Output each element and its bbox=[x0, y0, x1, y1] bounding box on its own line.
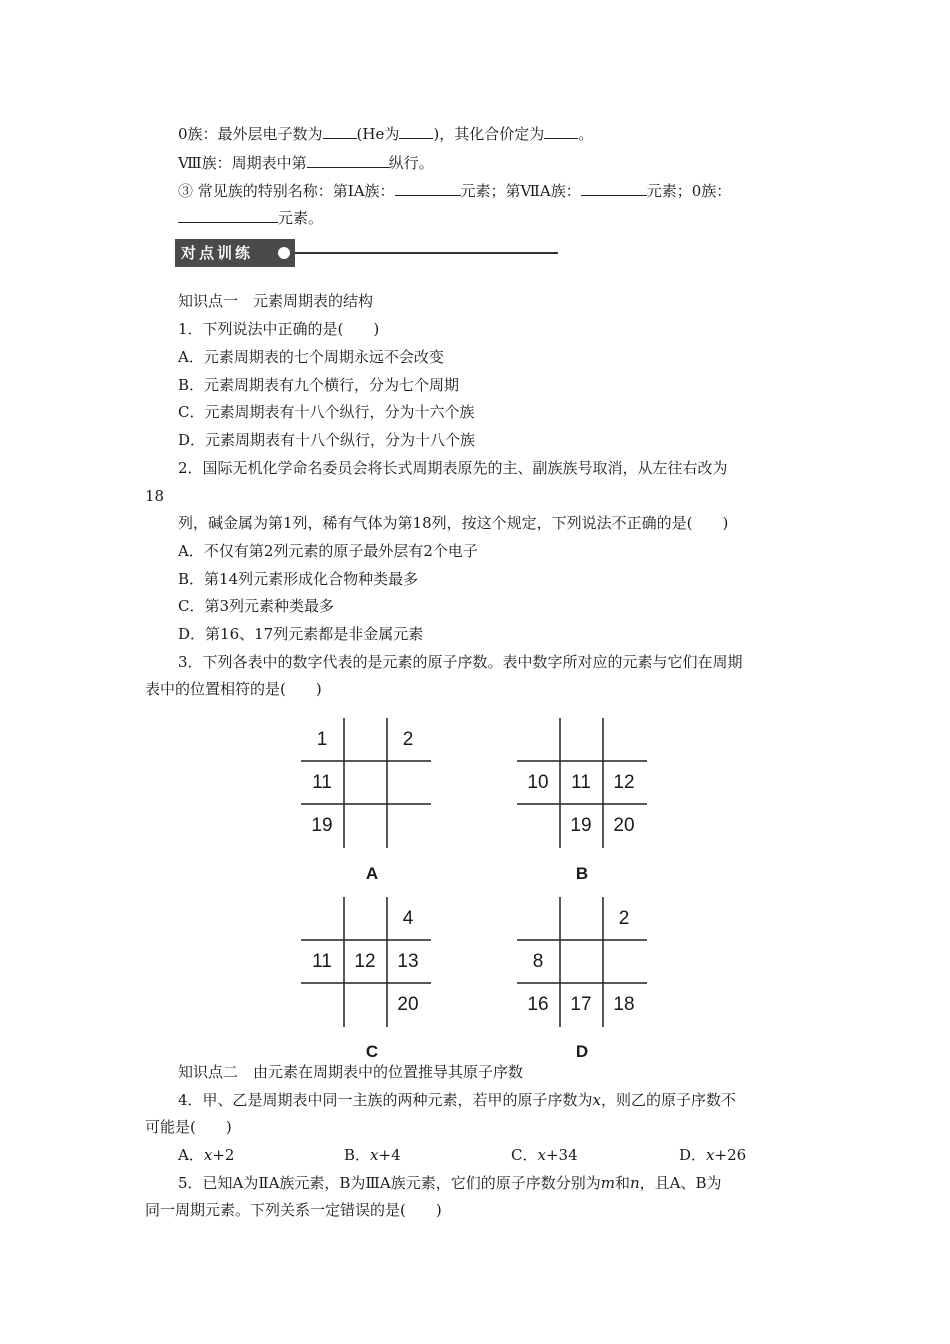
option-letter: A． bbox=[178, 1146, 204, 1164]
grid-cell: 11 bbox=[312, 951, 332, 972]
grid-cell: 12 bbox=[354, 951, 376, 972]
blank bbox=[323, 124, 357, 139]
intro-line-cont bbox=[178, 208, 323, 228]
intro-text: 元素；0族： bbox=[646, 182, 732, 200]
question-stem: 18 bbox=[145, 487, 165, 505]
question-stem bbox=[178, 1173, 722, 1193]
intro-text: ③ 常见族的特别名称：第ⅠA族： bbox=[178, 182, 395, 200]
stem-text: 5．已知A为ⅡA族元素，B为ⅢA族元素，它们的原子序数分别为 bbox=[178, 1174, 601, 1192]
intro-line-special-names bbox=[178, 181, 731, 201]
intro-text: Ⅷ族：周期表中第 bbox=[178, 154, 307, 172]
grid-cell: 12 bbox=[613, 772, 635, 793]
grid-label: B bbox=[575, 864, 589, 883]
grid-cell: 19 bbox=[570, 815, 592, 836]
grid-cell: 19 bbox=[311, 815, 333, 836]
periodic-grid-d bbox=[517, 897, 647, 1027]
grid-cell: 10 bbox=[527, 772, 549, 793]
grid-cell: 11 bbox=[312, 772, 332, 793]
blank bbox=[307, 153, 389, 168]
banner-dot-icon bbox=[278, 247, 290, 259]
option: A．元素周期表的七个周期永远不会改变 bbox=[178, 348, 444, 366]
banner-rule bbox=[295, 252, 558, 254]
option bbox=[511, 1145, 578, 1165]
grid-cell: 2 bbox=[618, 908, 630, 929]
blank bbox=[581, 181, 647, 196]
option: C．元素周期表有十八个纵行，分为十六个族 bbox=[178, 403, 475, 421]
section-banner bbox=[175, 239, 558, 267]
blank bbox=[399, 124, 433, 139]
periodic-grid-c bbox=[301, 897, 431, 1027]
option: A．不仅有第2列元素的原子最外层有2个电子 bbox=[178, 542, 478, 560]
intro-text: 0族：最外层电子数为 bbox=[178, 125, 323, 143]
grid-cell: 8 bbox=[532, 951, 544, 972]
grid-cell: 17 bbox=[570, 994, 592, 1015]
periodic-grid-b bbox=[517, 718, 647, 848]
variable-m: m bbox=[600, 1174, 615, 1192]
intro-text: )，其化合价定为 bbox=[433, 125, 545, 143]
intro-text: 。 bbox=[578, 125, 594, 143]
intro-text: 元素；第ⅦA族： bbox=[460, 182, 581, 200]
question-stem: 可能是( ) bbox=[145, 1118, 232, 1136]
option-letter: D． bbox=[679, 1146, 707, 1164]
variable-n: n bbox=[629, 1174, 640, 1192]
blank bbox=[544, 124, 578, 139]
intro-line-group0 bbox=[178, 124, 593, 144]
grid-label: C bbox=[365, 1042, 379, 1061]
intro-text: 元素。 bbox=[278, 209, 324, 227]
stem-text: 4．甲、乙是周期表中同一主族的两种元素，若甲的原子序数为 bbox=[178, 1091, 593, 1109]
question-stem: 列，碱金属为第1列，稀有气体为第18列，按这个规定，下列说法不正确的是( ) bbox=[178, 514, 729, 532]
banner-title: 对点训练 bbox=[181, 244, 254, 262]
grid-cell: 1 bbox=[316, 729, 328, 750]
variable-x: x bbox=[706, 1146, 715, 1164]
intro-text: 纵行。 bbox=[388, 154, 434, 172]
variable-x: x bbox=[370, 1146, 379, 1164]
option-expr: +2 bbox=[212, 1146, 235, 1164]
option: D．元素周期表有十八个纵行，分为十八个族 bbox=[178, 431, 476, 449]
grid-cell: 18 bbox=[613, 994, 635, 1015]
grid-cell: 4 bbox=[402, 908, 414, 929]
option bbox=[178, 1145, 234, 1165]
stem-text: ，则乙的原子序数不 bbox=[601, 1091, 737, 1109]
question-stem bbox=[178, 1090, 736, 1110]
grid-cell: 16 bbox=[527, 994, 549, 1015]
section-title: 知识点二 由元素在周期表中的位置推导其原子序数 bbox=[178, 1063, 524, 1081]
grid-cell: 2 bbox=[402, 729, 414, 750]
option-expr: +26 bbox=[714, 1146, 747, 1164]
option: B．第14列元素形成化合物种类最多 bbox=[178, 570, 419, 588]
option: B．元素周期表有九个横行，分为七个周期 bbox=[178, 376, 460, 394]
grid-label: A bbox=[365, 864, 379, 883]
option bbox=[679, 1145, 746, 1165]
grid-cell: 13 bbox=[397, 951, 419, 972]
option: D．第16、17列元素都是非金属元素 bbox=[178, 625, 424, 643]
option-letter: C． bbox=[511, 1146, 538, 1164]
option-letter: B． bbox=[344, 1146, 371, 1164]
grid-cell: 20 bbox=[613, 815, 635, 836]
option bbox=[344, 1145, 401, 1165]
question-stem: 同一周期元素。下列关系一定错误的是( ) bbox=[145, 1201, 442, 1219]
question-stem: 表中的位置相符的是( ) bbox=[145, 680, 322, 698]
option-expr: +4 bbox=[378, 1146, 401, 1164]
grid-label: D bbox=[575, 1042, 589, 1061]
question-stem: 1．下列说法中正确的是( ) bbox=[178, 320, 380, 338]
variable-x: x bbox=[592, 1091, 602, 1109]
grid-cell: 20 bbox=[397, 994, 419, 1015]
question-stem: 2．国际无机化学命名委员会将长式周期表原先的主、副族族号取消，从左往右改为 bbox=[178, 459, 728, 477]
blank bbox=[395, 181, 461, 196]
intro-line-group8 bbox=[178, 153, 434, 173]
option: C．第3列元素种类最多 bbox=[178, 597, 335, 615]
stem-text: 和 bbox=[614, 1174, 630, 1192]
option-expr: +34 bbox=[545, 1146, 578, 1164]
section-title: 知识点一 元素周期表的结构 bbox=[178, 292, 374, 310]
intro-text: (He为 bbox=[356, 125, 400, 143]
blank bbox=[178, 208, 278, 223]
question-stem: 3．下列各表中的数字代表的是元素的原子序数。表中数字所对应的元素与它们在周期 bbox=[178, 653, 743, 671]
periodic-grid-a bbox=[301, 718, 431, 848]
stem-text: ，且A、B为 bbox=[639, 1174, 722, 1192]
variable-x: x bbox=[203, 1146, 213, 1164]
variable-x: x bbox=[537, 1146, 546, 1164]
grid-cell: 11 bbox=[571, 772, 591, 793]
